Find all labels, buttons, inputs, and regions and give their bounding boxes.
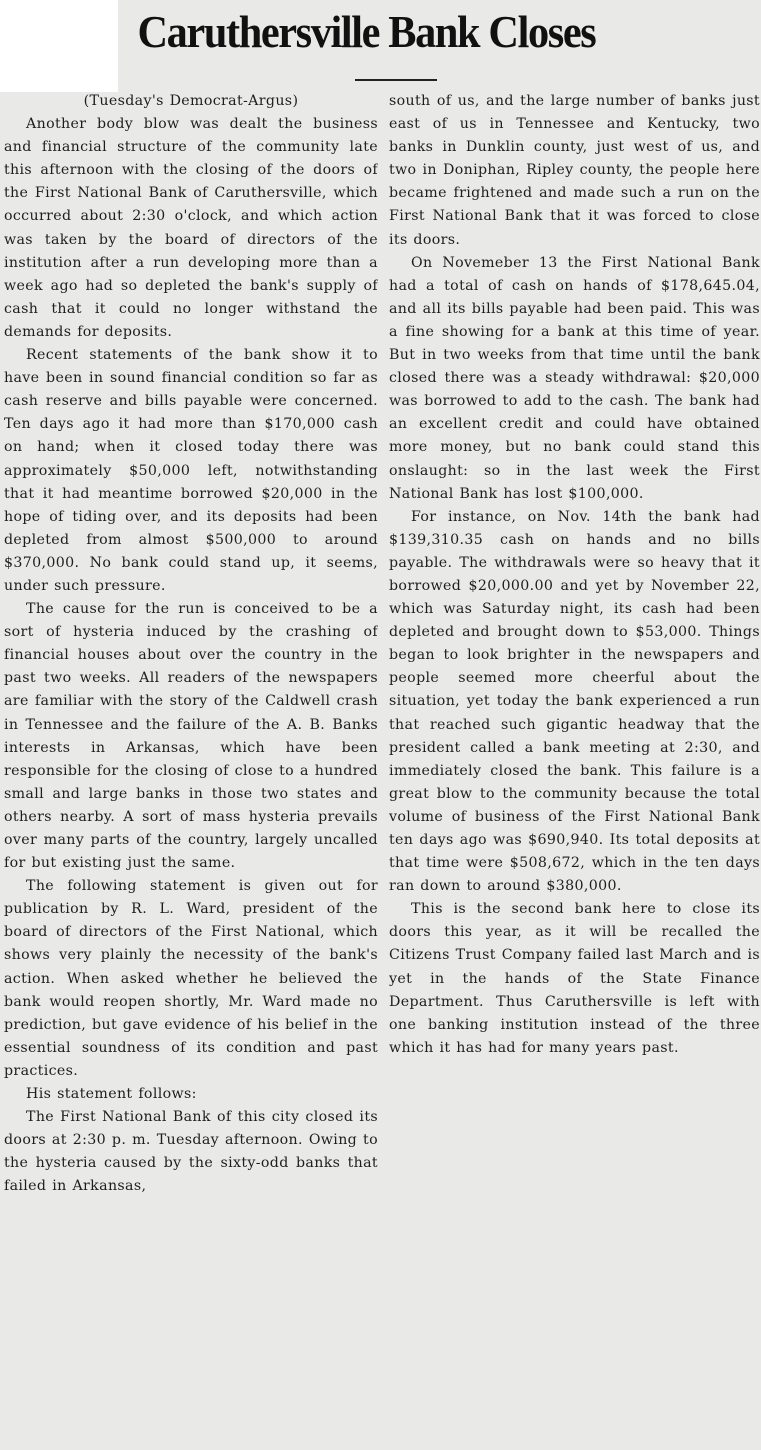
- article-column-left: [4, 90, 378, 1450]
- paragraph: The cause for the run is conceived to be a sort of hysteria induced by the crashing of financial houses about over the country in the past two weeks. All readers of the newspapers are familiar with the story of the Caldwell crash in Tennessee and the failure of the A. B. Banks interests in Arkansas, which have been responsible for the closing of close to a hundred small and large banks in those two states and others nearby. A sort of mass hysteria prevails over many parts of the country, largely uncalled for but existing just the same.: [4, 601, 378, 872]
- paragraph: Another body blow was dealt the business and financial structure of the community late this afternoon with the closing of the doors of the First National Bank of Caruthersville, which occurred about 2:30 o'clock, and which action was taken by the board of directors of the institution after a run developing more than a week ago had so depleted the bank's supply of cash that it could no longer withstand the demands for deposits.: [4, 116, 378, 340]
- paragraph: His statement follows:: [26, 1086, 197, 1103]
- article-column-right: [389, 90, 760, 1450]
- paragraph: On Novemeber 13 the First National Bank had a total of cash on hands of $178,645.04, and all its bills payable had been paid. This was a fine showing for a bank at this time of year. But in two weeks from that time until the bank closed there was a steady withdrawal: $20,000 was borrowed to add to the cash. The bank had an excellent credit and could have obtained more money, but no bank could stand this onslaught: so in the last week the First National Bank has lost $100,000.: [389, 254, 760, 502]
- clipping-corner: [0, 0, 118, 92]
- paragraph: For instance, on Nov. 14th the bank had $139,310.35 cash on hands and no bills payable. The withdrawals were so heavy that it borrowed $20,000.00 and yet by November 22, which was Saturday night, its cash had been depleted and brought down to $53,000. Things began to look brighter in the newspapers and people seemed more cheerful about the situation, yet today the bank experienced a run that reached such gigantic headway that the president called a bank meeting at 2:30, and immediately closed the bank. This failure is a great blow to the community because the total volume of business of the First National Bank ten days ago was $690,940. Its total deposits at that time were $508,672, which in the ten days ran down to around $380,000.: [389, 508, 760, 895]
- source-credit: (Tuesday's Democrat-Argus): [83, 93, 299, 109]
- paragraph: south of us, and the large number of banks just east of us in Tennessee and Kentucky, two banks in Dunklin county, just west of us, and two in Doniphan, Ripley county, the people here became frightened and made such a run on the First National Bank that it was forced to close its doors.: [389, 93, 760, 248]
- headline-rule: [355, 79, 437, 81]
- paragraph: This is the second bank here to close its doors this year, as it will be recalled the Citizens Trust Company failed last March and is yet in the hands of the State Finance Department. Thus Caruthersville is left with one banking institution instead of the three which it has had for many years past.: [389, 901, 760, 1056]
- headline: Caruthersville Bank Closes: [137, 6, 596, 57]
- paragraph: Recent statements of the bank show it to have been in sound financial condition so far as cash reserve and bills payable were concerned. Ten days ago it had more than $170,000 cash on hand; when it closed today there was approximately $50,000 left, notwithstanding that it had meantime borrowed $20,000 in the hope of tiding over, and its deposits had been depleted from almost $500,000 to around $370,000. No bank could stand up, it seems, under such pressure.: [4, 347, 378, 594]
- paragraph: The First National Bank of this city closed its doors at 2:30 p. m. Tuesday afternoon. Owing to the hysteria caused by the sixty-odd banks that failed in Arkansas,: [4, 1109, 378, 1195]
- paragraph: The following statement is given out for publication by R. L. Ward, president of the board of directors of the First National, which shows very plainly the necessity of the bank's action. When asked whether he believed the bank would reopen shortly, Mr. Ward made no prediction, but gave evidence of his belief in the essential soundness of its condition and past practices.: [4, 878, 378, 1079]
